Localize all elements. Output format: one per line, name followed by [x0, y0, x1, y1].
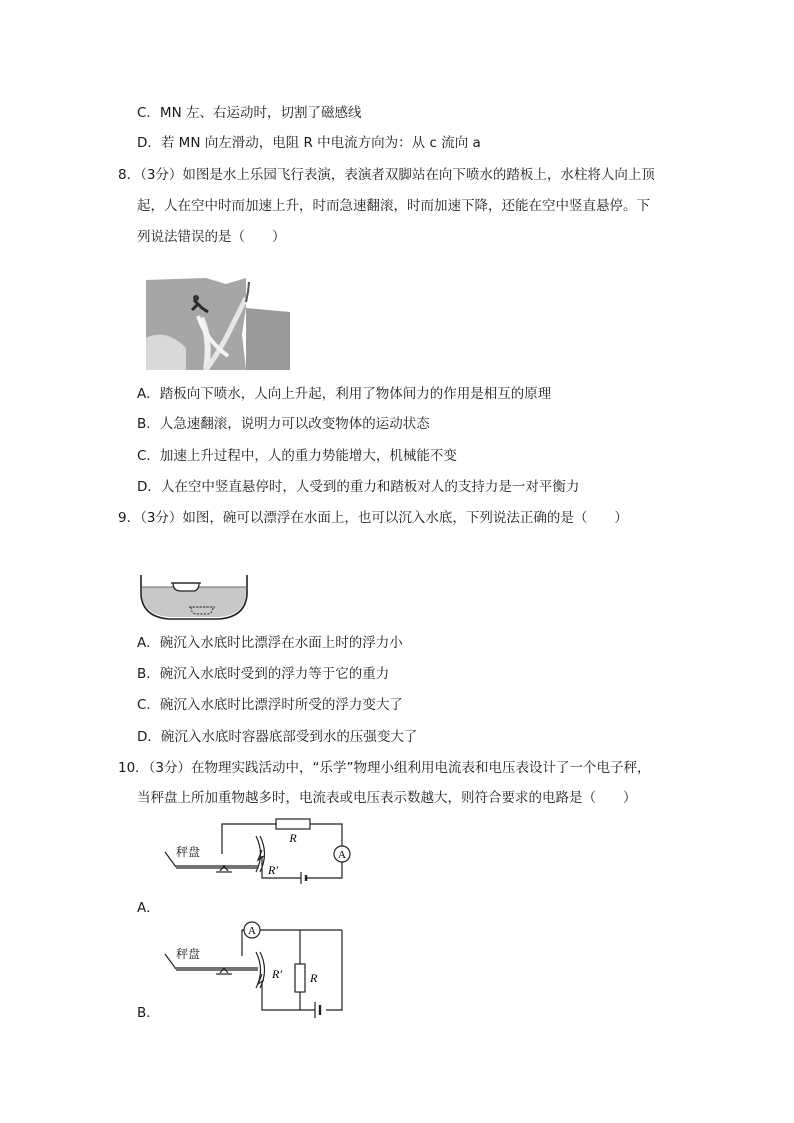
q8-stem-line3: 列说法错误的是（ ）: [137, 229, 286, 245]
q9-stem: 9．（3分）如图，碗可以漂浮在水面上，也可以沉入水底，下列说法正确的是（ ）: [118, 510, 628, 526]
q9-option-a: A．碗沉入水底时比漂浮在水面上时的浮力小: [137, 635, 403, 651]
q8-stem-line2: 起，人在空中时而加速上升，时而急速翻滚，时而加速下降，还能在空中竖直悬停。下: [137, 198, 650, 214]
q8-option-c: C．加速上升过程中，人的重力势能增大，机械能不变: [137, 448, 457, 464]
rheostat-a-label: R′: [268, 863, 278, 877]
resistor-a-label: R: [289, 831, 297, 845]
q9-option-b: B．碗沉入水底时受到的浮力等于它的重力: [137, 666, 390, 682]
scale-pan-a-label: 秤盘: [176, 845, 201, 859]
bowl-in-water-diagram: [139, 573, 249, 625]
circuit-a-option-label: A．: [137, 900, 160, 916]
ammeter-a-label: A: [338, 849, 346, 861]
q8-stem-line1: 8．（3分）如图是水上乐园飞行表演，表演者双脚站在向下喷水的踏板上，水柱将人向上顶: [118, 167, 655, 183]
circuit-diagram-a: [160, 816, 360, 888]
q7-option-c: C．MN 左、右运动时，切割了磁感线: [137, 105, 362, 121]
circuit-diagram-b: [160, 920, 360, 1024]
q10-stem-line2: 当秤盘上所加重物越多时，电流表或电压表示数越大，则符合要求的电路是（ ）: [137, 790, 637, 806]
scale-pan-b-label: 秤盘: [176, 947, 201, 961]
q9-option-d: D．碗沉入水底时容器底部受到水的压强变大了: [137, 729, 418, 745]
q9-option-c: C．碗沉入水底时比漂浮时所受的浮力变大了: [137, 697, 403, 713]
ammeter-b-label: A: [248, 925, 256, 937]
q10-stem-line1: 10．（3分）在物理实践活动中，“乐学”物理小组利用电流表和电压表设计了一个电子秤，: [118, 760, 651, 776]
water-flyboard-photo: [146, 278, 290, 374]
q7-option-d: D．若 MN 向左滑动，电阻 R 中电流方向为：从 c 流向 a: [137, 135, 481, 151]
q8-option-b: B．人急速翻滚，说明力可以改变物体的运动状态: [137, 416, 430, 432]
circuit-b-option-label: B．: [137, 1005, 160, 1021]
q8-option-a: A．踏板向下喷水，人向上升起，利用了物体间力的作用是相互的原理: [137, 386, 552, 402]
rheostat-b-label: R′: [272, 967, 282, 981]
q8-option-d: D．人在空中竖直悬停时，人受到的重力和踏板对人的支持力是一对平衡力: [137, 479, 580, 495]
resistor-b-label: R: [310, 971, 318, 985]
